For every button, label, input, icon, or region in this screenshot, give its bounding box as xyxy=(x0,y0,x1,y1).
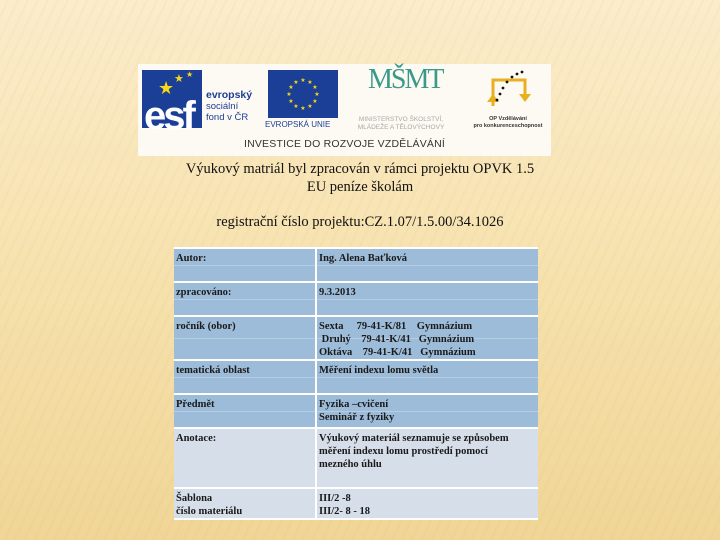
table-row xyxy=(174,395,538,427)
row-label xyxy=(174,489,317,518)
intro-line: Výukový matriál byl zpracován v rámci projektu OPVK 1.5 xyxy=(185,161,535,177)
registration-number: registrační číslo projektu:CZ.1.07/1.5.00/34.1026 xyxy=(216,214,504,230)
esf-caption-line: sociální xyxy=(206,101,239,112)
star-icon: ★ xyxy=(186,70,194,79)
row-value xyxy=(317,317,538,359)
row-value xyxy=(317,429,538,487)
row-label: Anotace: xyxy=(174,429,317,487)
banner-tagline: INVESTICE DO ROZVOJE VZDĚLÁVÁNÍ xyxy=(243,138,446,150)
row-value-line: Měření indexu lomu světla xyxy=(319,365,439,376)
svg-text:★: ★ xyxy=(312,99,318,105)
svg-text:★: ★ xyxy=(307,80,313,86)
row-value-line: Fyzika –cvičení xyxy=(319,399,389,410)
op-vzdelavani-logo-icon xyxy=(483,68,535,114)
esf-caption-line: fond v ČR xyxy=(206,112,249,123)
project-intro xyxy=(150,160,570,196)
star-icon: ★ xyxy=(158,78,175,98)
esf-mark: esf xyxy=(144,94,193,138)
row-label: Předmět xyxy=(174,395,317,427)
svg-text:★: ★ xyxy=(293,104,299,110)
row-value-line: Druhý 79-41-K/41 Gymnázium xyxy=(319,334,475,345)
project-logos-banner xyxy=(138,64,551,156)
table-row xyxy=(174,283,538,315)
material-info-table xyxy=(174,247,538,520)
svg-text:★: ★ xyxy=(300,106,306,112)
star-icon: ★ xyxy=(174,73,184,85)
svg-text:★: ★ xyxy=(314,92,320,98)
svg-text:★: ★ xyxy=(288,99,294,105)
esf-caption-line: evropský xyxy=(206,89,253,101)
eu-label: EVROPSKÁ UNIE xyxy=(265,120,331,129)
svg-text:★: ★ xyxy=(288,85,294,91)
table-row xyxy=(174,249,538,281)
row-label: tematická oblast xyxy=(174,361,317,393)
row-value-line: Sexta 79-41-K/81 Gymnázium xyxy=(319,321,473,332)
row-value xyxy=(317,283,538,315)
op-caption xyxy=(463,116,553,130)
row-value-line: III/2 -8 xyxy=(319,493,351,504)
svg-text:★: ★ xyxy=(307,104,313,110)
row-label: zpracováno: xyxy=(174,283,317,315)
row-value xyxy=(317,395,538,427)
op-caption-line: pro konkurenceschopnost xyxy=(473,123,543,129)
table-row xyxy=(174,361,538,393)
row-label: Autor: xyxy=(174,249,317,281)
intro-line: EU peníze školám xyxy=(306,179,414,195)
msmt-logo: MŠMT xyxy=(368,64,443,95)
row-value-line: Seminář z fyziky xyxy=(319,412,395,423)
row-value-line: měření indexu lomu prostředí pomocí xyxy=(319,446,488,457)
row-value-line: mezného úhlu xyxy=(319,459,382,470)
svg-text:★: ★ xyxy=(300,78,306,84)
row-value xyxy=(317,249,538,281)
row-label: ročník (obor) xyxy=(174,317,317,359)
op-caption-line: OP Vzdělávání xyxy=(489,116,527,122)
table-row xyxy=(174,489,538,518)
row-value-line: 9.3.2013 xyxy=(319,287,356,298)
eu-flag-icon xyxy=(268,70,338,118)
msmt-caption-line: MLÁDEŽE A TĚLOVÝCHOVY xyxy=(357,124,445,131)
row-value xyxy=(317,361,538,393)
row-label-line: Šablona xyxy=(176,493,213,504)
row-value-line: Ing. Alena Baťková xyxy=(319,253,408,264)
esf-caption xyxy=(206,90,252,123)
msmt-caption xyxy=(346,116,456,132)
row-value xyxy=(317,489,538,518)
row-value-line: III/2- 8 - 18 xyxy=(319,506,371,517)
row-value-line: Výukový materiál seznamuje se způsobem xyxy=(319,433,509,444)
row-label-line: číslo materiálu xyxy=(176,506,243,517)
msmt-caption-line: MINISTERSTVO ŠKOLSTVÍ, xyxy=(358,116,444,123)
row-value-line: Oktáva 79-41-K/41 Gymnázium xyxy=(319,347,476,358)
table-row xyxy=(174,317,538,359)
esf-logo xyxy=(142,70,202,138)
svg-text:★: ★ xyxy=(312,85,318,91)
svg-text:★: ★ xyxy=(293,80,299,86)
table-row xyxy=(174,429,538,487)
svg-text:★: ★ xyxy=(286,92,292,98)
